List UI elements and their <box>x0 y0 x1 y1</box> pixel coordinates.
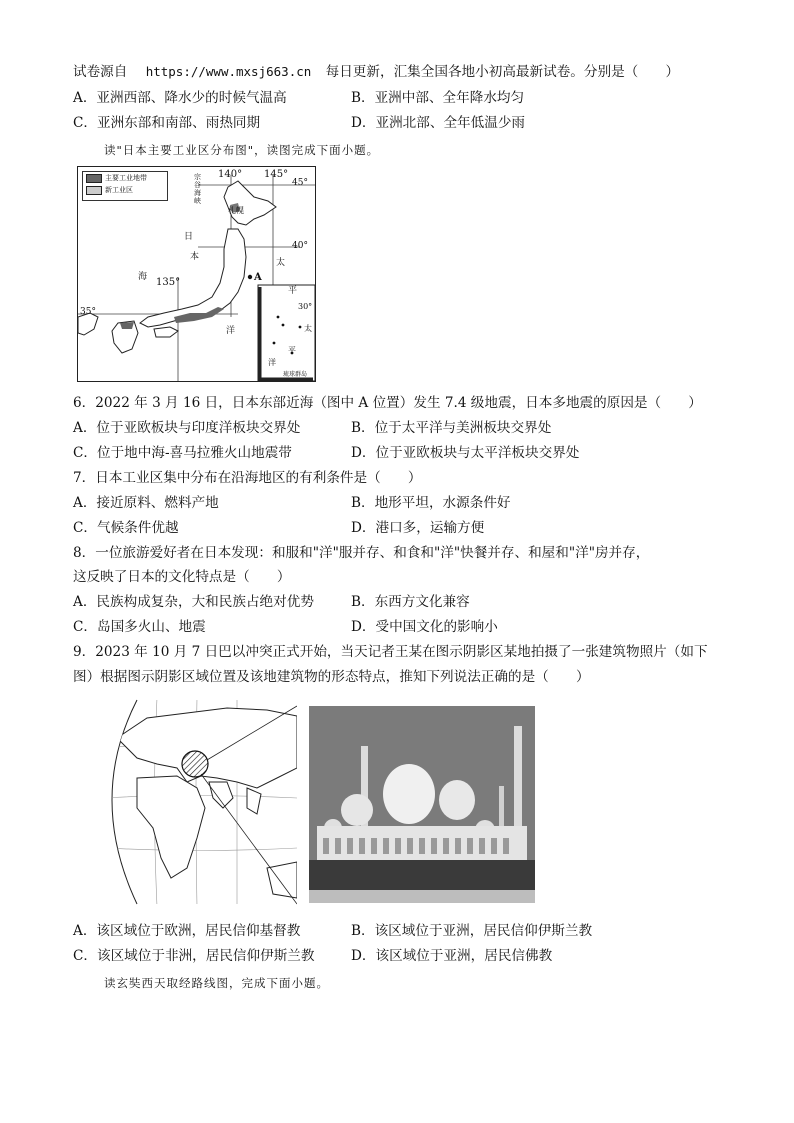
world-map-svg <box>97 698 297 906</box>
eurasia-shape <box>117 708 297 788</box>
sea-label-1: 日 <box>184 232 194 242</box>
legend-swatch-light <box>86 186 102 195</box>
arabia-shape <box>209 782 233 808</box>
q9-option-c: C．该区域位于非洲，居民信仰伊斯兰教 <box>73 948 315 964</box>
legend-swatch-dark <box>86 174 102 183</box>
africa-shape <box>137 776 205 878</box>
inset-ocean-3: 洋 <box>268 358 276 367</box>
q5-option-b: B．亚洲中部、全年降水均匀 <box>351 90 525 106</box>
source-label: 试卷源自 <box>73 64 128 80</box>
q9-stem-line1: 9．2023 年 10 月 7 日巴以冲突正式开始，当天记者王某在图示阴影区某地拍摄了一张建筑物照片（如下 <box>73 644 708 660</box>
dome-left <box>341 794 373 826</box>
inset-island-3 <box>273 342 276 345</box>
q6-option-a: A．位于亚欧板块与印度洋板块交界处 <box>73 420 301 436</box>
japan-industry-map <box>77 166 316 382</box>
point-a-label: A <box>254 272 262 283</box>
india-shape <box>247 788 261 814</box>
q7-stem: 7．日本工业区集中分布在沿海地区的有利条件是（ ） <box>73 470 422 486</box>
q8-stem-line2: 这反映了日本的文化特点是（ ） <box>73 569 291 585</box>
q8-option-c: C．岛国多火山、地震 <box>73 619 206 635</box>
header-tagline: 每日更新，汇集全国各地小初高最新试卷。分别是（ ） <box>325 64 680 80</box>
lat-label-30: 30° <box>298 302 313 311</box>
ocean-label-3: 洋 <box>226 326 236 336</box>
strait-label: 宗 谷 海 峡 <box>194 173 201 205</box>
lat-label-45: 45° <box>292 178 308 188</box>
world-region-map <box>97 698 297 906</box>
sea-label-3: 海 <box>138 272 148 282</box>
inset-ocean-1: 太 <box>304 324 312 333</box>
point-a-marker <box>248 275 252 279</box>
legend-label: 新工业区 <box>105 186 133 194</box>
ocean-label-1: 太 <box>276 258 286 268</box>
inset-label: 琉球群岛 <box>283 371 308 378</box>
ground-trees <box>309 860 535 890</box>
q6-option-b: B．位于太平洋与美洲板块交界处 <box>351 420 552 436</box>
inset-island-2 <box>282 324 285 327</box>
ocean-label-2: 平 <box>288 286 298 296</box>
sea-label-2: 本 <box>190 252 200 262</box>
hokkaido-shape <box>224 181 276 225</box>
q9-option-d: D．该区域位于亚洲，居民信佛教 <box>351 948 553 964</box>
lon-label-140: 140° <box>218 169 243 180</box>
source-url[interactable]: https://www.mxsj663.cn <box>145 64 312 79</box>
map-legend <box>82 171 168 201</box>
inset-ocean-2: 平 <box>288 346 296 355</box>
inset-island-5 <box>299 326 302 329</box>
lon-label-135: 135° <box>156 277 181 288</box>
australia-shape <box>267 862 297 898</box>
kyushu-industry <box>120 322 134 329</box>
header-line <box>73 63 679 81</box>
q5-option-d: D．亚洲北部、全年低温少雨 <box>351 115 526 131</box>
landmasses <box>117 708 297 898</box>
q9-option-a: A．该区域位于欧洲，居民信仰基督教 <box>73 923 301 939</box>
lat-label-40: 40° <box>292 241 308 251</box>
mosque-illustration <box>309 706 535 903</box>
q8-option-a: A．民族构成复杂，大和民族占绝对优势 <box>73 594 314 610</box>
q6-option-c: C．位于地中海-喜马拉雅火山地震带 <box>73 445 292 461</box>
shaded-region <box>182 751 208 777</box>
q5-option-c: C．亚洲东部和南部、雨热同期 <box>73 115 261 131</box>
lon-label-145: 145° <box>264 169 289 180</box>
mosque-photo <box>309 706 535 903</box>
dome-main <box>383 764 435 824</box>
lat-label-35: 35° <box>80 307 96 317</box>
q7-option-b: B．地形平坦，水源条件好 <box>351 495 511 511</box>
legend-label: 主要工业地带 <box>105 174 147 182</box>
legend-item-new-industry <box>83 184 167 196</box>
inset-island-1 <box>277 316 280 319</box>
q6-option-d: D．位于亚欧板块与太平洋板块交界处 <box>351 445 580 461</box>
q8-option-b: B．东西方文化兼容 <box>351 594 470 610</box>
dome-right <box>439 780 475 820</box>
q8-stem-line1: 8．一位旅游爱好者在日本发现：和服和"洋"服并存、和食和"洋"快餐并存、和屋和"洋"房并存， <box>73 545 650 561</box>
q6-stem: 6．2022 年 3 月 16 日，日本东部近海（图中 A 位置）发生 7.4 级地震，日本多地震的原因是（ ） <box>73 395 702 411</box>
q7-option-c: C．气候条件优越 <box>73 520 179 536</box>
q7-option-d: D．港口多，运输方便 <box>351 520 485 536</box>
intro-xuanzang: 读玄奘西天取经路线图，完成下面小题。 <box>104 976 329 990</box>
sapporo-label: 札幌 <box>228 206 244 215</box>
q7-option-a: A．接近原料、燃料产地 <box>73 495 219 511</box>
shikoku-shape <box>154 327 178 337</box>
foreground <box>309 890 535 903</box>
legend-item-industry-belt <box>83 172 167 184</box>
q9-stem-line2: 图）根据图示阴影区域位置及该地建筑物的形态特点，推知下列说法正确的是（ ） <box>73 669 590 685</box>
intro-japan: 读"日本主要工业区分布图"，读图完成下面小题。 <box>104 143 380 157</box>
q9-option-b: B．该区域位于亚洲，居民信仰伊斯兰教 <box>351 923 593 939</box>
q5-option-a: A．亚洲西部、降水少的时候气温高 <box>73 90 287 106</box>
q8-option-d: D．受中国文化的影响小 <box>351 619 498 635</box>
